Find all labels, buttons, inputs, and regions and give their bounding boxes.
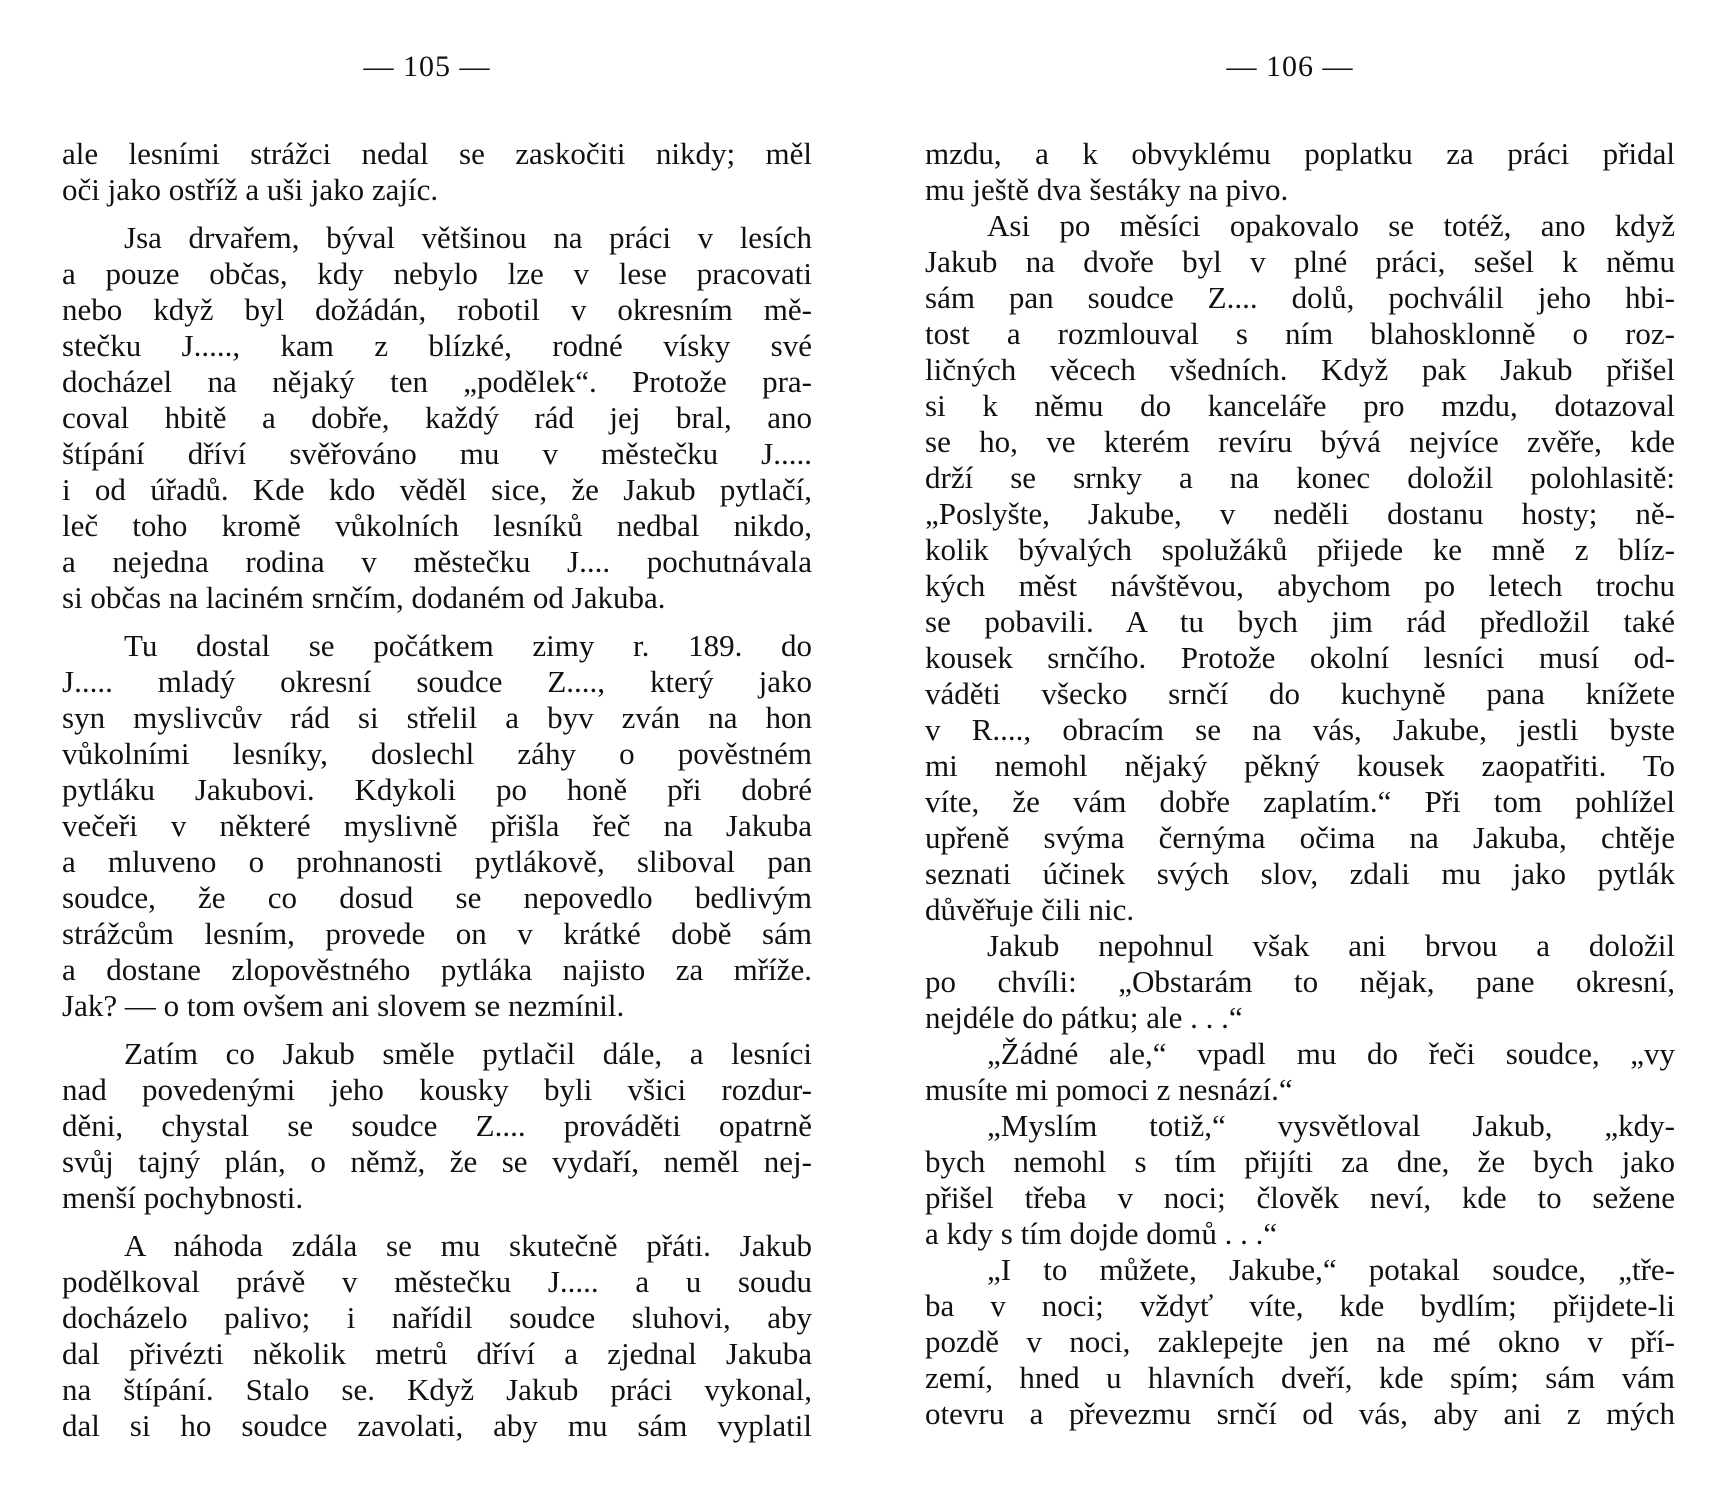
text-line: stečku J....., kam z blízké, rodné vísky své (62, 328, 812, 363)
text-line: na štípání. Stalo se. Když Jakub práci vykonal, (62, 1372, 812, 1407)
text-line: „Poslyšte, Jakube, v neděli dostanu hosty; ně- (925, 496, 1675, 531)
text-line: pozdě v noci, zaklepejte jen na mé okno v pří- (925, 1324, 1675, 1359)
text-line: svůj tajný plán, o němž, že se vydaří, neměl nej- (62, 1144, 812, 1179)
text-line: i od úřadů. Kde kdo věděl sice, že Jakub pytlačí, (62, 472, 812, 507)
page-text (62, 136, 812, 1444)
text-line: Tu dostal se počátkem zimy r. 189. do (124, 628, 812, 663)
text-line: soudce, že co dosud se nepovedlo bedlivým (62, 880, 812, 915)
text-line: nad povedenými jeho kousky byli všici rozdur- (62, 1072, 812, 1107)
text-line: a dostane zlopověstného pytláka najisto za mříže. (62, 952, 812, 987)
text-line: Jsa drvařem, býval většinou na práci v lesích (124, 220, 812, 255)
text-line: Asi po měsíci opakovalo se totéž, ano když (987, 208, 1675, 243)
text-line: kolik bývalých spolužáků přijede ke mně z blíz- (925, 532, 1675, 567)
page-number: — 105 — (363, 50, 491, 83)
text-line: mi nemohl nějaký pěkný kousek zaopatřiti. To (925, 748, 1675, 783)
text-line: Jakub na dvoře byl v plné práci, sešel k němu (925, 244, 1675, 279)
text-line: a mluveno o prohnanosti pytlákově, sliboval pan (62, 844, 812, 879)
text-line: nejdéle do pátku; ale . . .“ (925, 1000, 1243, 1035)
text-line: nebo když byl dožádán, robotil v okresním mě- (62, 292, 812, 327)
text-line: Jakub nepohnul však ani brvou a doložil (987, 928, 1675, 963)
text-line: ličných věcech všedních. Když pak Jakub přišel (925, 352, 1675, 387)
text-line: otevru a převezmu srnčí od vás, aby ani z mých (925, 1396, 1675, 1431)
text-line: ba v noci; vždyť víte, kde bydlím; přijdete-li (925, 1288, 1675, 1323)
text-line: docházelo palivo; i nařídil soudce sluhovi, aby (62, 1300, 812, 1335)
text-line: bych nemohl s tím přijíti za dne, že bych jako (925, 1144, 1675, 1179)
text-line: kých měst návštěvou, abychom po letech trochu (925, 568, 1675, 603)
text-line: štípání dříví svěřováno mu v městečku J..... (62, 436, 812, 471)
text-line: v R...., obracím se na vás, Jakube, jestli byste (925, 712, 1675, 747)
text-line: mu ještě dva šestáky na pivo. (925, 172, 1289, 207)
text-line: zemí, hned u hlavních dveří, kde spím; sám vám (925, 1360, 1675, 1395)
text-line: sám pan soudce Z.... dolů, pochválil jeho hbi- (925, 280, 1675, 315)
text-line: syn myslivcův rád si střelil a byv zván na hon (62, 700, 812, 735)
text-line: se ho, ve kterém revíru bývá nejvíce zvěře, kde (925, 424, 1675, 459)
text-line: víte, že vám dobře zaplatím.“ Při tom pohlížel (925, 784, 1675, 819)
text-line: Zatím co Jakub směle pytlačil dále, a lesníci (124, 1036, 812, 1071)
text-line: seznati účinek svých slov, zdali mu jako pytlák (925, 856, 1675, 891)
page-text (925, 136, 1675, 1432)
text-line: musíte mi pomoci z nesnází.“ (925, 1072, 1293, 1107)
text-line: „Myslím totiž,“ vysvětloval Jakub, „kdy- (987, 1108, 1675, 1143)
text-line: „Žádné ale,“ vpadl mu do řeči soudce, „vy (987, 1036, 1675, 1071)
text-line: upřeně svýma černýma očima na Jakuba, chtěje (925, 820, 1675, 855)
text-line: podělkoval právě v městečku J..... a u soudu (62, 1264, 812, 1299)
text-line: mzdu, a k obvyklému poplatku za práci přidal (925, 136, 1675, 171)
text-line: po chvíli: „Obstarám to nějak, pane okresní, (925, 964, 1675, 999)
text-line: si občas na laciném srnčím, dodaném od Jakuba. (62, 580, 666, 615)
text-line: dal přivézti několik metrů dříví a zjednal Jakuba (62, 1336, 812, 1371)
text-line: dal si ho soudce zavolati, aby mu sám vyplatil (62, 1408, 812, 1443)
text-line: se pobavili. A tu bych jim rád předložil také (925, 604, 1675, 639)
text-line: vůkolními lesníky, doslechl záhy o pověstném (62, 736, 812, 771)
text-line: večeři v některé myslivně přišla řeč na Jakuba (62, 808, 812, 843)
text-line: pytláku Jakubovi. Kdykoli po honě při dobré (62, 772, 812, 807)
text-line: coval hbitě a dobře, každý rád jej bral, ano (62, 400, 812, 435)
text-line: docházel na nějaký ten „podělek“. Protože pra- (62, 364, 812, 399)
page-number: — 106 — (1226, 50, 1354, 83)
text-line: přišel třeba v noci; člověk neví, kde to sežene (925, 1180, 1675, 1215)
text-line: děni, chystal se soudce Z.... prováděti opatrně (62, 1108, 812, 1143)
text-line: důvěřuje čili nic. (925, 892, 1135, 927)
text-line: váděti všecko srnčí do kuchyně pana knížete (925, 676, 1675, 711)
text-line: „I to můžete, Jakube,“ potakal soudce, „tře- (987, 1252, 1675, 1287)
text-line: leč toho kromě vůkolních lesníků nedbal nikdo, (62, 508, 812, 543)
text-line: Jak? — o tom ovšem ani slovem se nezmínil. (62, 988, 625, 1023)
text-line: drží se srnky a na konec doložil polohlasitě: (925, 460, 1675, 495)
text-line: strážcům lesním, provede on v krátké době sám (62, 916, 812, 951)
text-line: tost a rozmlouval s ním blahosklonně o roz- (925, 316, 1675, 351)
text-line: oči jako ostříž a uši jako zajíc. (62, 172, 439, 207)
text-line: a kdy s tím dojde domů . . .“ (925, 1216, 1278, 1251)
text-line: si k němu do kanceláře pro mzdu, dotazoval (925, 388, 1675, 423)
text-line: menší pochybnosti. (62, 1180, 304, 1215)
text-line: ale lesními strážci nedal se zaskočiti nikdy; měl (62, 136, 812, 171)
text-line: A náhoda zdála se mu skutečně přáti. Jakub (124, 1228, 812, 1263)
text-line: kousek srnčího. Protože okolní lesníci musí od- (925, 640, 1675, 675)
text-line: J..... mladý okresní soudce Z...., který jako (62, 664, 812, 699)
text-line: a pouze občas, kdy nebylo lze v lese pracovati (62, 256, 812, 291)
text-line: a nejedna rodina v městečku J.... pochutnávala (62, 544, 812, 579)
